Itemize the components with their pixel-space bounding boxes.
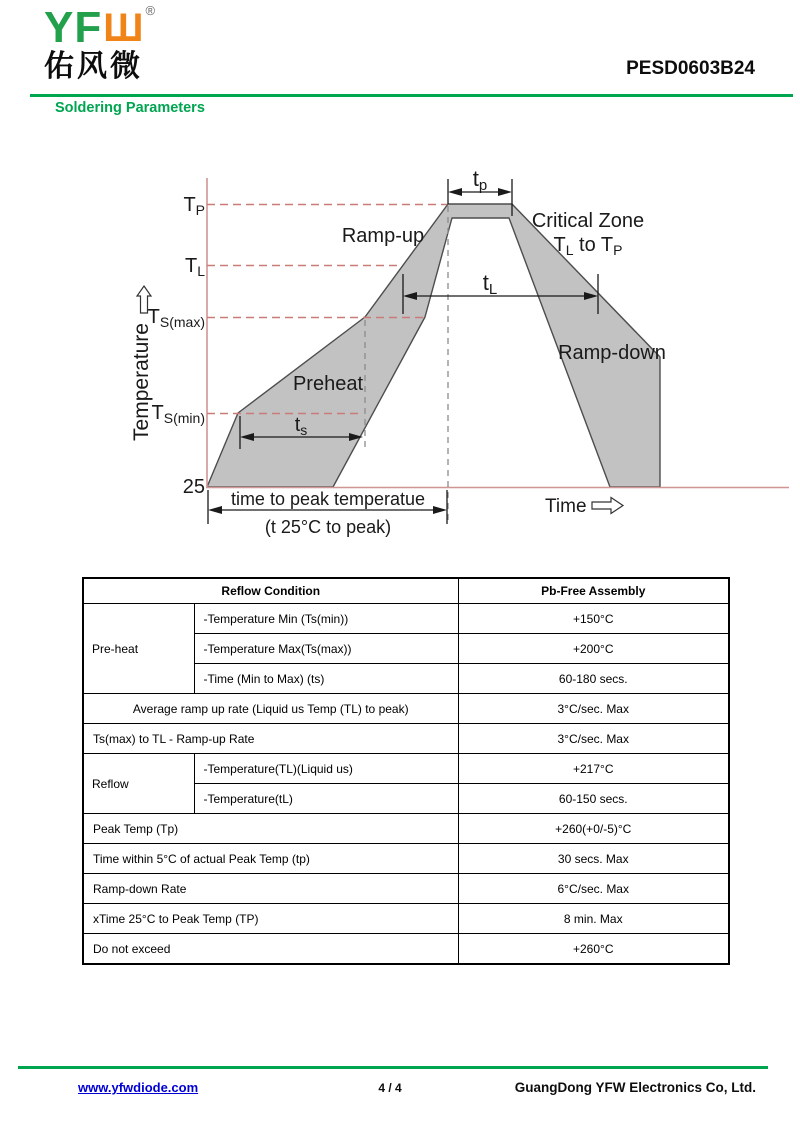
condition-cell: Ramp-down Rate <box>83 874 458 904</box>
time-to-peak-label: time to peak temperatue <box>230 489 426 509</box>
value-cell: +260°C <box>458 934 729 965</box>
ts-duration-label: $t_s$ <box>294 414 308 438</box>
value-cell: +200°C <box>458 634 729 664</box>
header-divider <box>30 94 793 97</box>
time-to-peak-sublabel: (t 25°C to peak) <box>264 517 392 537</box>
table-row <box>83 694 729 724</box>
website-link[interactable]: www.yfwdiode.com <box>78 1080 199 1095</box>
table-row <box>83 604 729 634</box>
critical-zone-range-label: $T_L$ to $T_P$ <box>553 234 623 258</box>
group-cell-preheat: Pre-heat <box>83 604 194 694</box>
ramp-down-label: Ramp-down <box>558 342 666 364</box>
right-arrow-icon <box>592 498 623 514</box>
value-cell: 3°C/sec. Max <box>458 694 729 724</box>
ramp-up-label: Ramp-up <box>341 225 425 247</box>
condition-cell: Average ramp up rate (Liquid us Temp (TL) to peak) <box>83 694 458 724</box>
condition-cell: Peak Temp (Tp) <box>83 814 458 844</box>
y-label-tsmin: $T_{S(min)}$ <box>151 402 205 426</box>
registered-trademark-icon: ® <box>145 3 156 18</box>
y-label-tsmax: $T_{S(max)}$ <box>147 306 205 330</box>
logo-chinese-text: 佑风微 <box>44 50 143 83</box>
logo-w-glyph: Ш <box>103 6 144 50</box>
condition-cell: -Time (Min to Max) (ts) <box>194 664 458 694</box>
column-header-pb-free: Pb-Free Assembly <box>458 578 729 604</box>
table-header-row <box>83 578 729 604</box>
logo-yf-text: YF <box>44 3 103 52</box>
condition-cell: Do not exceed <box>83 934 458 965</box>
value-cell: 3°C/sec. Max <box>458 724 729 754</box>
reflow-condition-table <box>82 577 730 965</box>
group-cell-reflow: Reflow <box>83 754 194 814</box>
critical-zone-label: Critical Zone <box>531 210 645 232</box>
page-indicator: 4 / 4 <box>378 1081 402 1095</box>
table-row <box>83 844 729 874</box>
value-cell: 60-150 secs. <box>458 784 729 814</box>
table-row <box>83 904 729 934</box>
condition-cell: Time within 5°C of actual Peak Temp (tp) <box>83 844 458 874</box>
yfw-logo <box>44 3 156 83</box>
y-label-tl: $T_L$ <box>184 255 205 279</box>
y-label-tp: $T_P$ <box>183 194 205 218</box>
value-cell: +150°C <box>458 604 729 634</box>
preheat-label: Preheat <box>292 373 364 395</box>
page-title: Soldering Parameters <box>55 100 205 116</box>
condition-cell: -Temperature(TL)(Liquid us) <box>194 754 458 784</box>
table-row <box>83 754 729 784</box>
condition-cell: -Temperature(tL) <box>194 784 458 814</box>
condition-cell: Ts(max) to TL - Ramp-up Rate <box>83 724 458 754</box>
table-row <box>83 934 729 965</box>
tl-duration-label: tL <box>482 270 498 298</box>
reflow-profile-diagram <box>0 140 800 570</box>
condition-cell: xTime 25°C to Peak Temp (TP) <box>83 904 458 934</box>
table-row <box>83 874 729 904</box>
company-name: GuangDong YFW Electronics Co, Ltd. <box>514 1080 756 1095</box>
y-axis-title: Temperature <box>130 323 153 441</box>
value-cell: 30 secs. Max <box>458 844 729 874</box>
table-row <box>83 724 729 754</box>
condition-cell: -Temperature Min (Ts(min)) <box>194 604 458 634</box>
tp-duration-label: tp <box>472 166 488 194</box>
condition-cell: -Temperature Max(Ts(max)) <box>194 634 458 664</box>
value-cell: 60-180 secs. <box>458 664 729 694</box>
value-cell: 8 min. Max <box>458 904 729 934</box>
x-axis-title: Time <box>545 496 587 517</box>
table-row <box>83 814 729 844</box>
value-cell: +217°C <box>458 754 729 784</box>
footer-divider <box>18 1066 768 1069</box>
value-cell: +260(+0/-5)°C <box>458 814 729 844</box>
part-number: PESD0603B24 <box>626 58 755 79</box>
value-cell: 6°C/sec. Max <box>458 874 729 904</box>
column-header-reflow-condition: Reflow Condition <box>83 578 458 604</box>
y-label-origin: 25 <box>182 476 205 498</box>
